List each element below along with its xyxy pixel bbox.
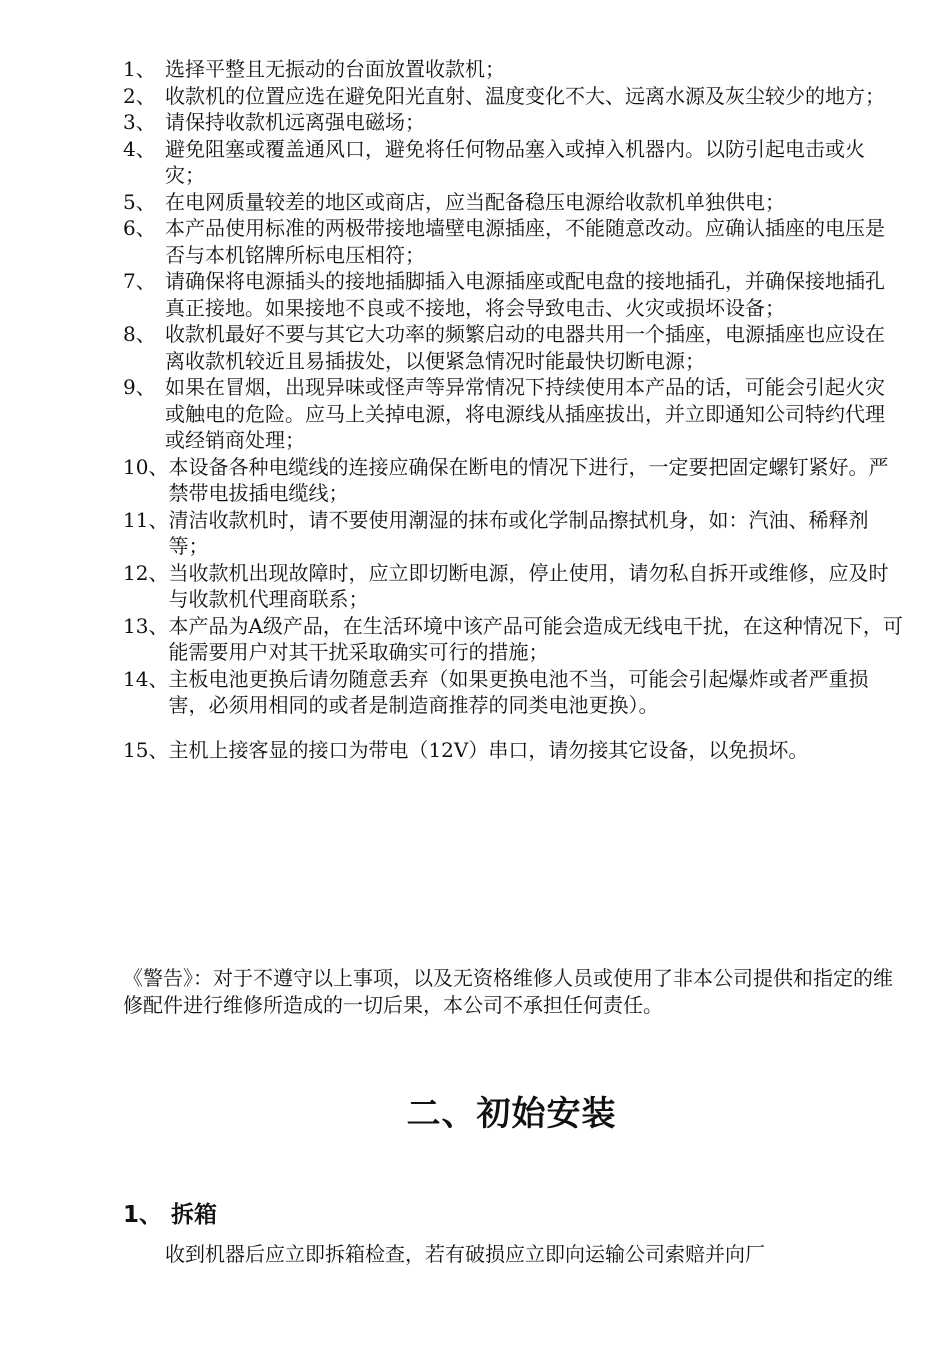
item-number: 11、	[123, 507, 169, 532]
warning-paragraph: 《警告》：对于不遵守以上事项，以及无资格维修人员或使用了非本公司提供和指定的维修配件进行维修所造成的一切后果，本公司不承担任何责任。	[123, 966, 893, 1017]
list-item	[123, 215, 903, 268]
item-number: 9、	[123, 375, 156, 399]
section-title: 二、初始安装	[406, 1094, 617, 1134]
list-item	[123, 189, 903, 216]
item-text: 本设备各种电缆线的连接应确保在断电的情况下进行，一定要把固定螺钉紧好。严禁带电拔插电缆线；	[168, 454, 889, 505]
item-number: 7、	[123, 269, 156, 293]
list-item	[123, 560, 903, 613]
item-number: 5、	[123, 189, 156, 214]
item-number: 13、	[123, 613, 169, 638]
item-text: 在电网质量较差的地区或商店，应当配备稳压电源给收款机单独供电；	[165, 189, 785, 214]
list-item	[123, 666, 903, 719]
list-item	[123, 613, 903, 666]
item-text: 请保持收款机远离强电磁场；	[165, 110, 425, 134]
subsection-heading	[123, 1196, 217, 1229]
item-number: 1、	[123, 57, 156, 81]
item-number: 15、	[123, 737, 169, 762]
item-number: 14、	[123, 666, 169, 691]
item-text: 清洁收款机时，请不要使用潮湿的抹布或化学制品擦拭机身，如：汽油、稀释剂等；	[168, 507, 869, 558]
item-text: 主机上接客显的接口为带电（12V）串口，请勿接其它设备，以免损坏。	[168, 737, 809, 762]
item-number: 8、	[123, 322, 156, 346]
list-item	[123, 374, 903, 454]
list-item	[123, 507, 903, 560]
item-text: 本产品使用标准的两极带接地墙壁电源插座，不能随意改动。应确认插座的电压是否与本机铭牌所标电压相符；	[165, 216, 885, 267]
list-item	[123, 109, 903, 136]
item-text: 收款机最好不要与其它大功率的频繁启动的电器共用一个插座，电源插座也应设在离收款机较近且易插拔处，以便紧急情况时能最快切断电源；	[165, 322, 885, 373]
item-text: 选择平整且无振动的台面放置收款机；	[165, 57, 505, 81]
item-text: 如果在冒烟，出现异味或怪声等异常情况下持续使用本产品的话，可能会引起火灾或触电的危险。应马上关掉电源，将电源线从插座拔出，并立即通知公司特约代理或经销商处理；	[165, 375, 885, 452]
item-text: 请确保将电源插头的接地插脚插入电源插座或配电盘的接地插孔，并确保接地插孔真正接地。如果接地不良或不接地，将会导致电击、火灾或损坏设备；	[165, 269, 885, 320]
list-item	[123, 321, 903, 374]
item-number: 3、	[123, 110, 156, 134]
item-text: 避免阻塞或覆盖通风口，避免将任何物品塞入或掉入机器内。以防引起电击或火灾；	[165, 136, 865, 187]
body-paragraph: 收到机器后应立即拆箱检查，若有破损应立即向运输公司索赔并向厂	[165, 1242, 765, 1266]
subsection-title: 拆箱	[171, 1202, 217, 1228]
precautions-list	[123, 56, 903, 775]
list-item	[123, 56, 903, 83]
list-item	[123, 136, 903, 189]
list-item	[123, 725, 903, 775]
item-text: 主板电池更换后请勿随意丢弃（如果更换电池不当，可能会引起爆炸或者严重损害，必须用相同的或者是制造商推荐的同类电池更换）。	[168, 666, 869, 717]
item-number: 6、	[123, 216, 156, 240]
subsection-number: 1、	[123, 1202, 163, 1228]
list-item	[123, 454, 903, 507]
item-number: 12、	[123, 560, 169, 585]
item-number: 2、	[123, 83, 156, 108]
item-number: 10、	[123, 454, 169, 479]
item-text: 收款机的位置应选在避免阳光直射、温度变化不大、远离水源及灰尘较少的地方；	[165, 83, 885, 108]
list-item	[123, 268, 903, 321]
item-number: 4、	[123, 136, 156, 161]
item-text: 当收款机出现故障时，应立即切断电源，停止使用，请勿私自拆开或维修，应及时与收款机代理商联系；	[168, 560, 889, 611]
list-item	[123, 83, 903, 110]
item-text: 本产品为A级产品，在生活环境中该产品可能会造成无线电干扰，在这种情况下，可能需要用户对其干扰采取确实可行的措施；	[168, 613, 903, 664]
